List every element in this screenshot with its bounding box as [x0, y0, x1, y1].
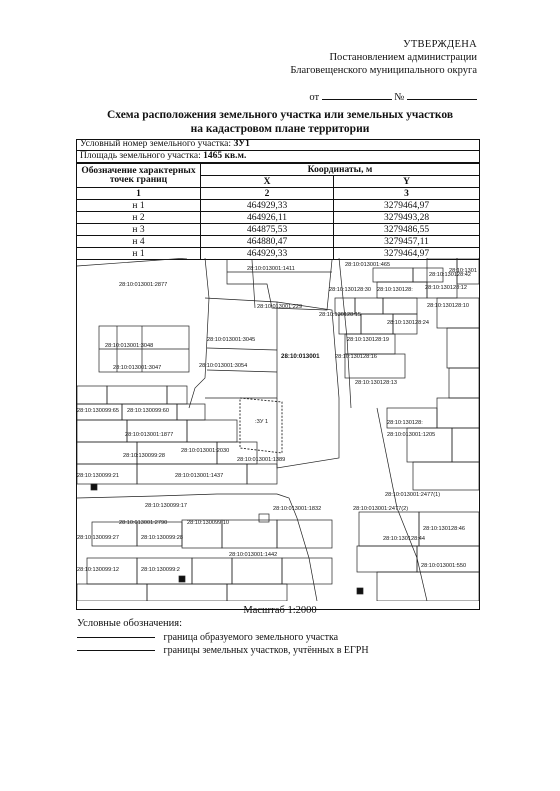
parcel-area-row	[76, 151, 480, 163]
parcel-label: 28:10:130128:16	[335, 354, 377, 360]
parcel-label: 28:10:013001:1442	[229, 552, 278, 558]
block-label: 28:10:013001	[281, 353, 320, 360]
parcel-label: 28:10:130128:24	[387, 320, 429, 326]
approval-block	[290, 38, 477, 104]
parcel-label: 28:10:130128:46	[423, 526, 465, 532]
parcel-label: 28:10:130128:10	[427, 303, 469, 309]
point-cell: н 1	[77, 248, 201, 260]
col-num-2: 2	[201, 188, 334, 200]
x-cell: 464880,47	[201, 236, 334, 248]
zu1-label: :ЗУ 1	[255, 419, 269, 425]
x-cell: 464875,53	[201, 224, 334, 236]
parcel-label: 28:10:013001:1205	[387, 432, 436, 438]
parcel-label: 28:10:130128:13	[355, 380, 397, 386]
parcel-label: 28:10:013001:1832	[273, 506, 322, 512]
parcel-area-value: 1465 кв.м.	[203, 151, 247, 161]
parcel-label: 28:10:130099:60	[127, 408, 169, 414]
parcel-label: 28:10:013001:229	[257, 304, 303, 310]
parcel-label: 28:10:1301	[449, 268, 477, 274]
coordinates-table	[76, 163, 480, 260]
y-cell: 3279457,11	[334, 236, 480, 248]
parcel-label: 28:10:130099:17	[145, 503, 187, 509]
parcel-label: 28:10:013001:2790	[119, 520, 168, 526]
parcel-label: 28:10:013001:3054	[199, 363, 248, 369]
parcel-label: 28:10:013001:1389	[237, 457, 286, 463]
document-title-line-1: Схема расположения земельного участка или земельных участков	[106, 109, 454, 121]
parcel-label: 28:10:130128:19	[347, 337, 389, 343]
legend-title: Условные обозначения:	[77, 618, 183, 629]
parcel-number-label: Условный номер земельного участка:	[80, 139, 232, 149]
parcel-label: 28:10:130128:42	[429, 272, 471, 278]
parcel-label: 28:10:130128:30	[329, 287, 371, 293]
document-title-line-2: на кадастровом плане территории	[190, 123, 370, 135]
table-row	[77, 236, 480, 248]
parcel-label: 28:10:013001:2477(2)	[353, 506, 409, 512]
header-points: Обозначение характерных точек границ	[77, 164, 201, 188]
cadastral-map	[77, 258, 479, 601]
header-coords: Координаты, м	[201, 164, 480, 176]
x-cell: 464929,33	[201, 200, 334, 212]
parcel-label: 28:10:013001:465	[345, 262, 391, 268]
parcel-label: 28:10:013001:1437	[175, 473, 224, 479]
date-blank	[322, 89, 392, 100]
parcel-label: 28:10:130099:28	[141, 535, 183, 541]
parcel-label: 28:10:013001:3045	[207, 337, 256, 343]
parcel-area-label: Площадь земельного участка:	[80, 151, 201, 161]
number-blank	[407, 89, 477, 100]
parcel-label: 28:10:013001:3048	[105, 343, 154, 349]
parcel-label: 28:10:130128:	[377, 287, 413, 293]
parcel-label: 28:10:130128:	[387, 420, 423, 426]
y-cell: 3279464,97	[334, 200, 480, 212]
parcel-label: 28:10:013001:2477(1)	[385, 492, 441, 498]
parcel-label: 28:10:130099:21	[77, 473, 119, 479]
point-cell: н 3	[77, 224, 201, 236]
date-prefix: от	[309, 92, 320, 103]
parcel-label: 28:10:130128:12	[425, 285, 467, 291]
parcel-label: 28:10:130099:2	[141, 567, 180, 573]
parcel-label: 28:10:130099:10	[187, 520, 229, 526]
legend-item	[77, 645, 369, 656]
parcel-label: 28:10:013001:550	[421, 563, 467, 569]
parcel-label: 28:10:013001:3047	[113, 365, 162, 371]
cadastral-map-drawing	[77, 258, 479, 601]
parcel-label: 28:10:013001:1877	[125, 432, 174, 438]
document-title	[0, 108, 560, 136]
parcel-label: 28:10:013001:2877	[119, 282, 168, 288]
parcel-label: 28:10:130099:27	[77, 535, 119, 541]
col-num-3: 3	[334, 188, 480, 200]
approval-title: УТВЕРЖДЕНА	[403, 39, 477, 50]
table-row	[77, 212, 480, 224]
x-cell: 464926,11	[201, 212, 334, 224]
new-boundary-swatch	[77, 637, 155, 638]
x-cell: 464929,33	[201, 248, 334, 260]
header-x: X	[201, 176, 334, 188]
header-y: Y	[334, 176, 480, 188]
col-num-1: 1	[77, 188, 201, 200]
point-cell: н 4	[77, 236, 201, 248]
point-cell: н 1	[77, 200, 201, 212]
y-cell: 3279493,28	[334, 212, 480, 224]
table-row	[77, 200, 480, 212]
parcel-number-row	[76, 139, 480, 151]
y-cell: 3279486,55	[334, 224, 480, 236]
approval-line-2: Благовещенского муниципального округа	[290, 65, 477, 76]
number-prefix: №	[394, 92, 405, 103]
y-cell: 3279464,97	[334, 248, 480, 260]
legend-item-label: границы земельных участков, учтённых в ЕГРН	[163, 645, 369, 656]
legend-item-label: граница образуемого земельного участка	[163, 632, 339, 643]
parcel-label: 28:10:130099:65	[77, 408, 119, 414]
scale-label: Масштаб 1:2000	[243, 605, 317, 616]
parcel-label: 28:10:130099:12	[77, 567, 119, 573]
parcel-label: 28:10:130128:44	[383, 536, 425, 542]
registered-boundary-swatch	[77, 650, 155, 651]
legend-item	[77, 632, 338, 643]
approval-line-1: Постановлением администрации	[329, 52, 477, 63]
table-row	[77, 224, 480, 236]
point-cell: н 2	[77, 212, 201, 224]
parcel-label: 28:10:130128:15	[319, 312, 361, 318]
parcel-number-value: ЗУ1	[233, 139, 250, 149]
parcel-label: 28:10:013001:1411	[247, 266, 295, 272]
approval-date-number	[290, 89, 477, 104]
parcel-label: 28:10:013001:2030	[181, 448, 230, 454]
parcel-label: 28:10:130099:28	[123, 453, 165, 459]
